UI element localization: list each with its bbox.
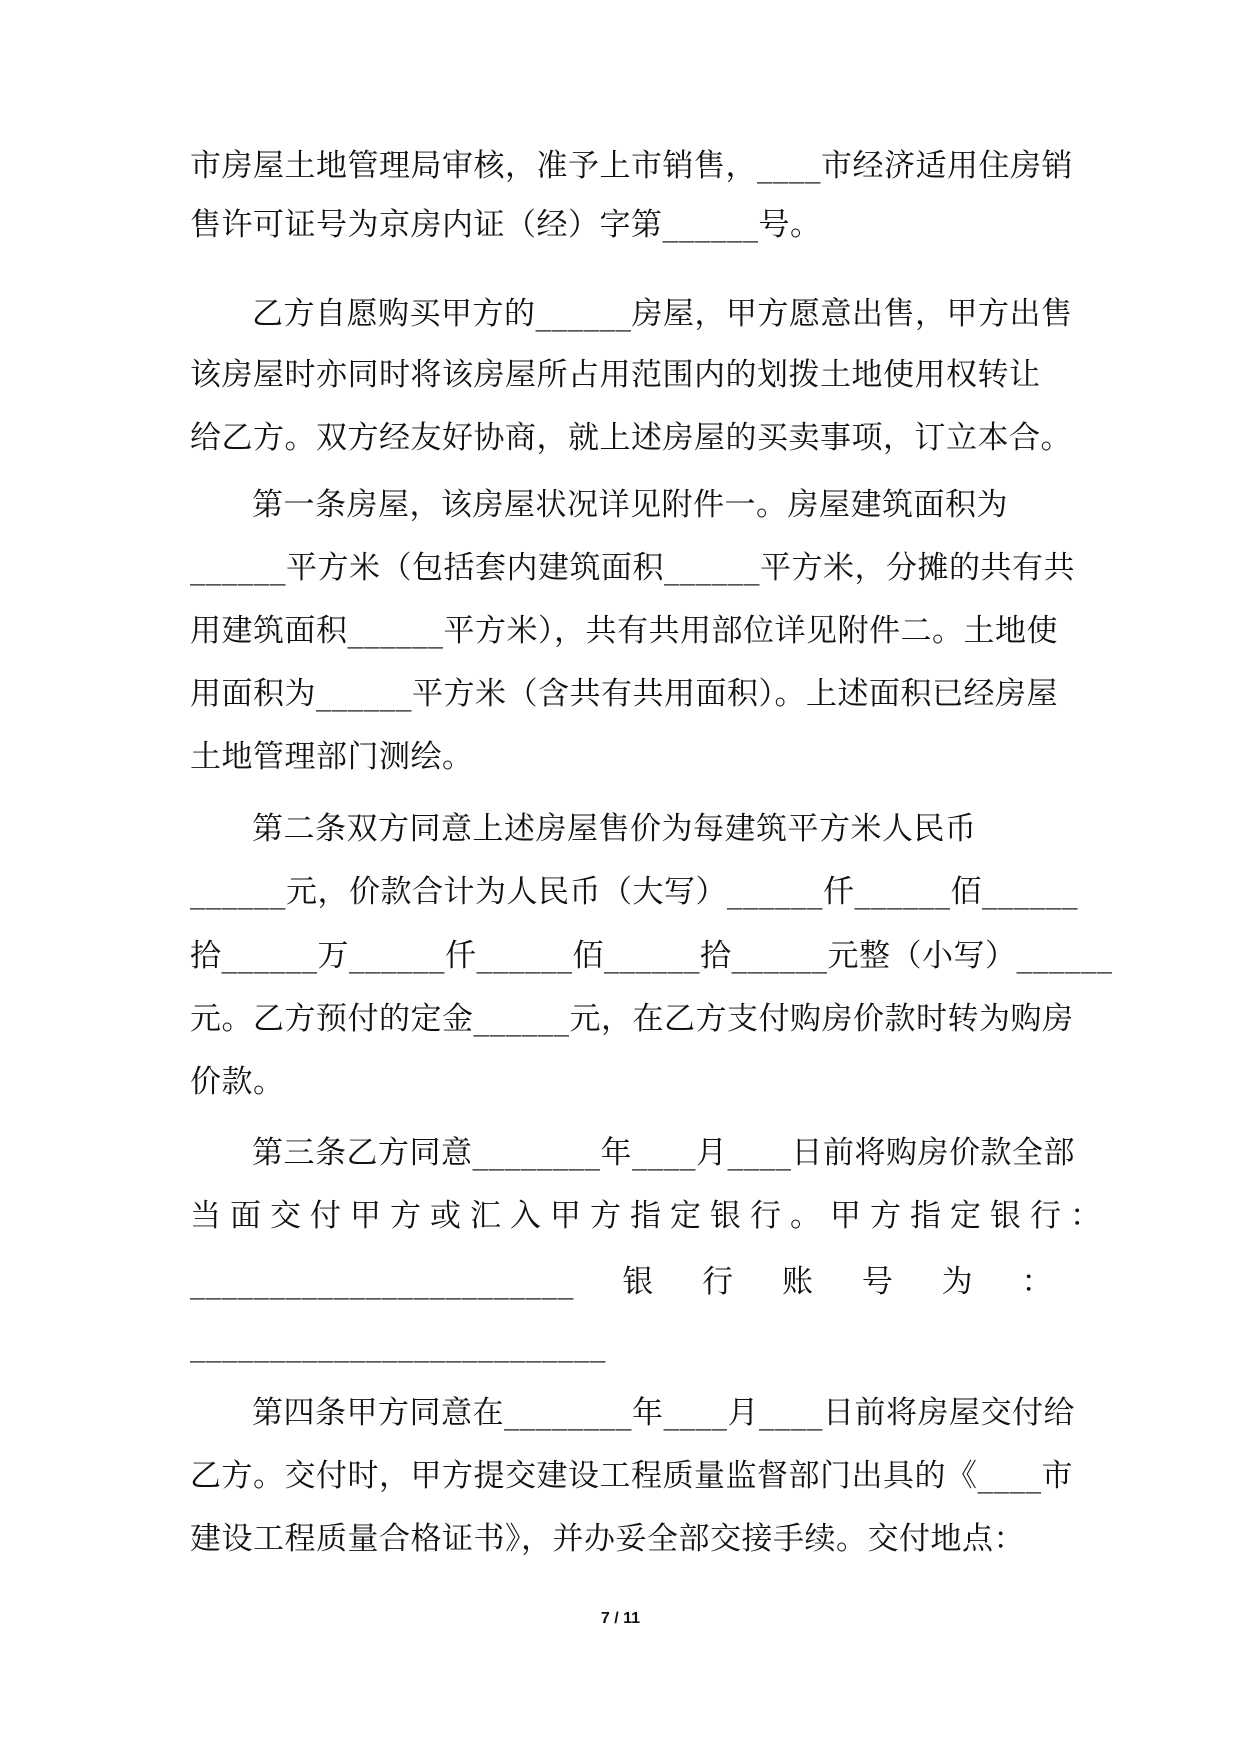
text-segment: 为: [941, 1264, 974, 1300]
text-line: 第三条乙方同意________年____月____日前将购房价款全部: [252, 1135, 1075, 1171]
text-line: 用面积为______平方米（含共有共用面积）。上述面积已经房屋: [190, 676, 1058, 712]
text-line: 售许可证号为京房内证（经）字第______号。: [190, 207, 822, 243]
text-line: __________________________: [190, 1327, 606, 1363]
page-number: 7 / 11: [600, 1610, 641, 1627]
text-line: 该房屋时亦同时将该房屋所占用范围内的划拨土地使用权转让: [190, 357, 1041, 393]
text-segment: 行: [702, 1264, 734, 1300]
text-line: 用建筑面积______平方米），共有共用部位详见附件二。土地使: [190, 613, 1058, 649]
text-line: 给乙方。双方经友好协商，就上述房屋的买卖事项，订立本合。: [190, 420, 1072, 456]
text-line: 元。乙方预付的定金______元，在乙方支付购房价款时转为购房: [190, 1001, 1074, 1037]
text-segment: 当面交付甲方或汇入甲方指定银行。甲方指定银行：: [190, 1198, 1110, 1234]
text-line: 乙方自愿购买甲方的______房屋，甲方愿意出售，甲方出售: [252, 296, 1073, 332]
text-line: 市房屋土地管理局审核，准予上市销售，____市经济适用住房销: [190, 148, 1073, 184]
text-line: 拾______万______仟______佰______拾______元整（小写）______: [190, 938, 1113, 974]
text-segment: ________________________: [190, 1264, 574, 1300]
text-line: 建设工程质量合格证书》，并办妥全部交接手续。交付地点：: [190, 1521, 1025, 1557]
text-line: 乙方。交付时，甲方提交建设工程质量监督部门出具的《____市: [190, 1458, 1073, 1494]
text-segment: 银: [622, 1264, 654, 1300]
text-line: ______元，价款合计为人民币（大写）______仟______佰______: [190, 874, 1078, 910]
text-line: 价款。: [190, 1064, 285, 1100]
text-line: 土地管理部门测绘。: [190, 739, 474, 775]
text-line: 第二条双方同意上述房屋售价为每建筑平方米人民币: [252, 811, 977, 847]
text-line: 第一条房屋，该房屋状况详见附件一。房屋建筑面积为: [252, 487, 1008, 523]
text-segment: ：: [1021, 1264, 1053, 1300]
text-line: [190, 1262, 1053, 1302]
text-line: [190, 1196, 1110, 1236]
text-line: 第四条甲方同意在________年____月____日前将房屋交付给: [252, 1395, 1075, 1431]
text-line: ______平方米（包括套内建筑面积______平方米，分摊的共有共: [190, 550, 1075, 586]
text-segment: 号: [861, 1264, 894, 1300]
text-segment: 账: [781, 1264, 814, 1300]
